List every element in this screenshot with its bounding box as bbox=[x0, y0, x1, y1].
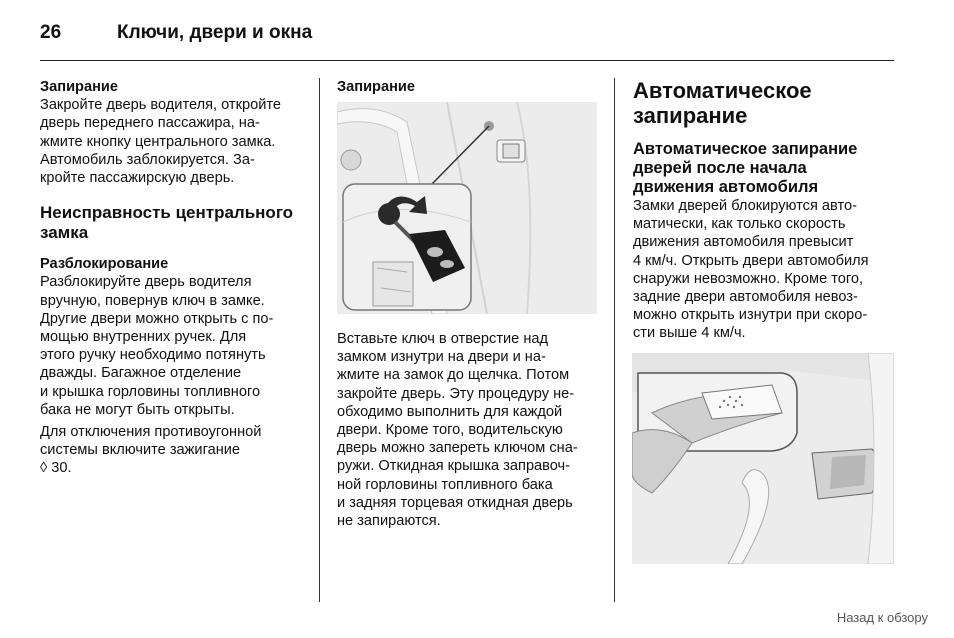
col2-paragraph: Вставьте ключ в отверстие над замком изнутри на двери и на- жмите на замок до щелчка. Потом закройте дверь. Эту процедуру не- обходимо выполнить для каждой двери. Кроме того, водительскую дверь можно запереть ключом сна- ружи. Откидная крышка заправоч- ной горловины топливного бака и задняя торцевая откидная дверь не запираются. bbox=[337, 331, 578, 530]
key-in-door-lock-illustration bbox=[337, 102, 597, 314]
column-3 bbox=[633, 78, 898, 343]
chapter-title: Ключи, двери и окна bbox=[117, 22, 313, 43]
door-handle-figure bbox=[632, 353, 894, 564]
locking-paragraph: Закройте дверь водителя, откройте дверь переднего пассажира, на- жмите кнопку центрального замка. Автомобиль заблокируется. За- кройте пассажирскую дверь. bbox=[40, 97, 282, 187]
header-rule bbox=[40, 60, 894, 61]
locking-subhead: Запирание bbox=[40, 79, 118, 95]
unlocking-subhead: Разблокирование bbox=[40, 256, 169, 273]
page-header bbox=[40, 20, 894, 60]
door-handle-lock-indicator-illustration bbox=[632, 353, 894, 564]
section-title: Автоматическое запирание bbox=[633, 78, 812, 128]
column-2 bbox=[337, 78, 602, 96]
column-divider-2 bbox=[614, 78, 615, 602]
page-reference-link[interactable] bbox=[40, 459, 310, 477]
auto-lock-paragraph: Замки дверей блокируются авто- матически, как только скорость движения автомобиля превысит 4 км/ч. Открыть двери автомобиля снаружи невозможно. Кроме того, задние двери автомобиля невоз- можно открыть изнутри при скоро- сти выше 4 км/ч. bbox=[633, 198, 869, 342]
reference-page: 30. bbox=[51, 460, 72, 477]
key-lock-figure bbox=[337, 102, 597, 314]
back-to-overview-link[interactable]: Назад к обзору bbox=[836, 610, 928, 625]
reference-arrow-icon: ◊ bbox=[40, 460, 48, 477]
alarm-paragraph: Для отключения противоугонной системы включите зажигание ◊ 30. bbox=[40, 423, 310, 478]
subsection-title: Автоматическое запирание дверей после начала движения автомобиля bbox=[633, 140, 858, 196]
page-number: 26 bbox=[40, 22, 62, 43]
unlocking-paragraph: Разблокируйте дверь водителя вручную, повернув ключ в замке. Другие двери можно открыть с по- мощью внутренних ручек. Для этого ручку необходимо потянуть дважды. Багажное отделение и крышка горловины топливного бака не могут быть открыты. bbox=[40, 274, 274, 418]
locking-subhead-2: Запирание bbox=[337, 79, 415, 95]
column-1 bbox=[40, 78, 310, 478]
column-divider-1 bbox=[319, 78, 320, 602]
fault-heading: Неисправность центрального замка bbox=[40, 203, 294, 243]
